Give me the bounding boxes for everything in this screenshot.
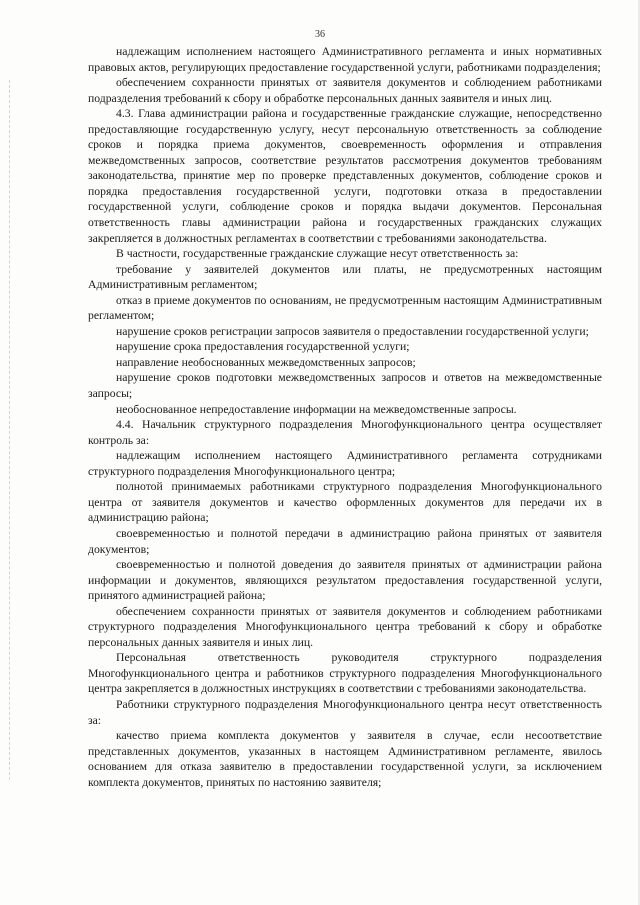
paragraph: требование у заявителей документов или платы, не предусмотренных настоящим Административным регламентом; (88, 262, 602, 292)
paragraph: полнотой принимаемых работниками структурного подразделения Многофункционального центра от заявителя документов и качество оформленных документов для передачи их в администрацию района; (88, 480, 602, 525)
paragraph: обеспечением сохранности принятых от заявителя документов и соблюдением работниками подразделения требований к сбору и обработке персональных данных заявителя и иных лиц. (88, 76, 602, 105)
paragraph: нарушение срока предоставления государственной услуги; (116, 340, 410, 354)
paragraph: Персональная ответственность руководителя структурного подразделения Многофункционального центра и работников структурного подразделения Многофункционального центра закрепляется в должностных инструкциях в соответствии с требованиями законодательства. (88, 651, 602, 696)
paragraph: 4.3. Глава администрации района и государственные гражданские служащие, непосредственно предоставляющие государственную услугу, несут персональную ответственность за соблюдение сроков и порядка приема документов, своевременность оформления и отправления межведомственных запросов, соответствие результатов рассмотрения документов требованиям законодательства, принятие мер по проверке представленных документов, соблюдение сроков и порядка предоставления государственной услуги, подготовки отказа в предоставлении государственной услуги, соблюдение сроков и порядка выдачи документов. Персональная ответственность главы администрации района и государственных гражданских служащих закрепляется в должностных регламентах в соответствии с требованиями законодательства. (88, 107, 602, 245)
paragraph: В частности, государственные гражданские служащие несут ответственность за: (116, 247, 519, 261)
paragraph: своевременностью и полнотой передачи в администрацию района принятых от заявителя документов; (88, 526, 602, 556)
paragraph: необоснованное непредоставление информации на межведомственные запросы. (116, 402, 517, 416)
paragraph: Работники структурного подразделения Многофункционального центра несут ответственность за: (88, 697, 602, 727)
paragraph: нарушение сроков подготовки межведомственных запросов и ответов на межведомственные запросы; (88, 371, 602, 401)
paragraph: направление необоснованных межведомственных запросов; (116, 355, 416, 369)
paragraph: обеспечением сохранности принятых от заявителя документов и соблюдением работниками структурного подразделения Многофункционального центра требований к сбору и обработке персональных данных заявителя и иных лиц. (88, 604, 602, 649)
paragraph: нарушение сроков регистрации запросов заявителя о предоставлении государственной услуги; (116, 324, 589, 338)
paragraph: надлежащим исполнением настоящего Административного регламента сотрудниками структурного подразделения Многофункционального центра; (88, 449, 602, 478)
paragraph: надлежащим исполнением настоящего Административного регламента и иных нормативных правовых актов, регулирующих предоставление государственной услуги, работниками подразделения; (88, 45, 602, 74)
scan-binding-mark (9, 80, 10, 780)
paragraph: своевременностью и полнотой доведения до заявителя принятых от администрации района информации и документов, являющихся результатом предоставления государственной услуги, принятого администрацией района; (88, 558, 602, 603)
document-body (88, 44, 602, 790)
paragraph: отказ в приеме документов по основаниям, не предусмотренным настоящим Административным регламентом; (88, 293, 602, 323)
page-number: 36 (315, 29, 325, 40)
paragraph: 4.4. Начальник структурного подразделения Многофункционального центра осуществляет контроль за: (88, 418, 602, 447)
paragraph: качество приема комплекта документов у заявителя в случае, если несоответствие представленных документов, указанных в настоящем Административном регламенте, явилось основанием для отказа заявителю в предоставлении государственной услуги, за исключением комплекта документов, принятых по настоянию заявителя; (88, 729, 602, 789)
